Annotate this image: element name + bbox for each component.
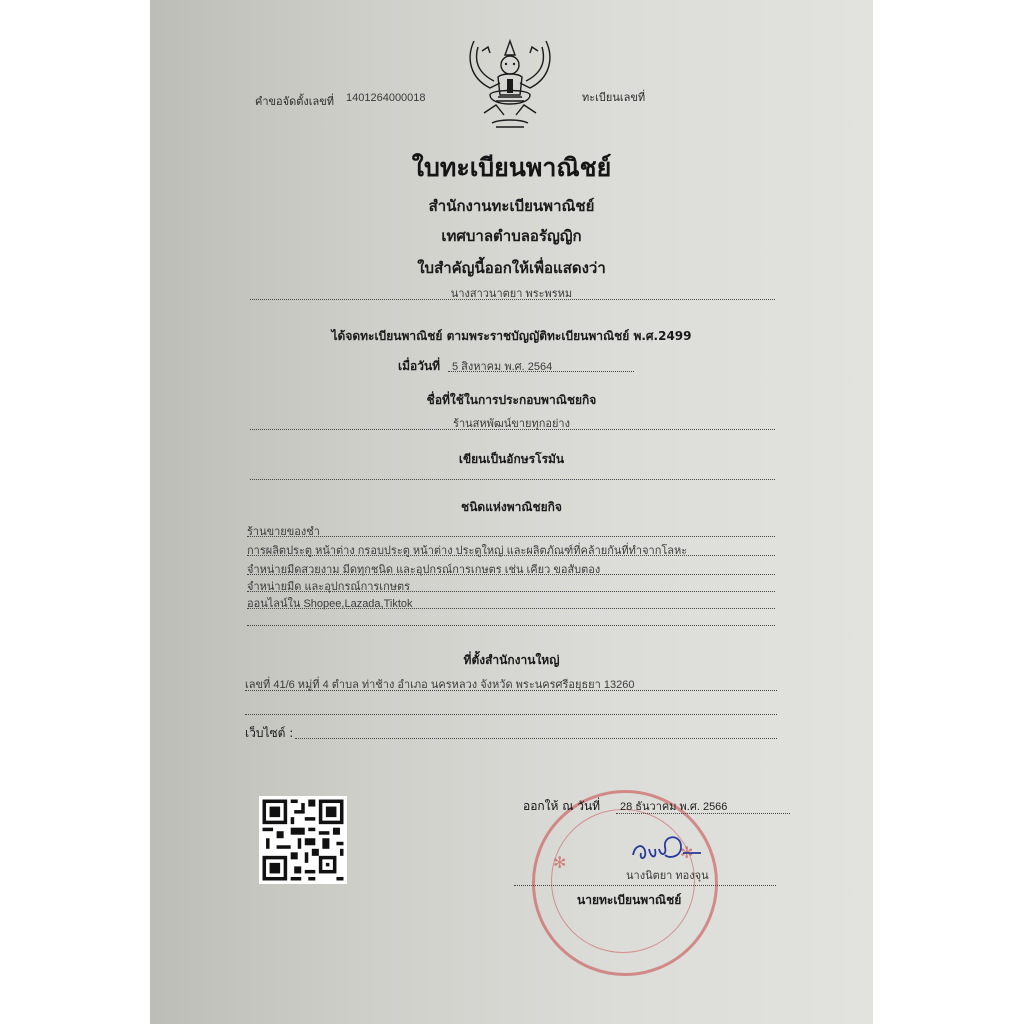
office-name: สำนักงานทะเบียนพาณิชย์ (428, 197, 595, 215)
roman-name-line (250, 479, 775, 480)
signature-mark (625, 825, 705, 870)
business-type-line (247, 555, 775, 556)
registrant-name: นางสาวนาตยา พระพรหม (450, 288, 573, 300)
issue-date: 28 ธันวาคม พ.ศ. 2566 (620, 801, 728, 813)
statement-text: ใบสำคัญนี้ออกให้เพื่อแสดงว่า (417, 259, 606, 277)
issue-date-line (616, 813, 790, 814)
headquarters-label: ที่ตั้งสำนักงานใหญ่ (463, 653, 560, 667)
headquarters-line (245, 690, 777, 691)
business-type-item: จำหน่ายมีด และอุปกรณ์การเกษตร (247, 581, 411, 593)
act-text: ได้จดทะเบียนพาณิชย์ ตามพระราชบัญญัติทะเบียนพาณิชย์ พ.ศ.2499 (331, 329, 692, 343)
registration-date-label: เมื่อวันที่ (398, 359, 441, 373)
garuda-emblem-icon (460, 33, 560, 133)
registration-no-label: ทะเบียนเลขที่ (582, 91, 646, 104)
application-no-label: คำขอจัดตั้งเลขที่ (255, 95, 335, 108)
headquarters-line-2 (245, 714, 777, 715)
business-type-item: จำหน่ายมีดสวยงาม มีดทุกชนิด และอุปกรณ์การเกษตร เช่น เคียว ขอสับตอง (247, 564, 601, 576)
seal-star-icon: ✻ (680, 843, 694, 862)
roman-name-label: เขียนเป็นอักษรโรมัน (458, 452, 565, 466)
application-no: 1401264000018 (346, 92, 426, 104)
business-type-line (247, 536, 775, 537)
certificate-paper (150, 0, 873, 1024)
signatory-name: นางนิตยา ทองจุน (626, 870, 709, 882)
business-type-line (247, 625, 775, 626)
business-type-line (247, 608, 775, 609)
seal-star-icon: ✻ (553, 853, 567, 872)
website-label: เว็บไซต์ : (245, 726, 294, 740)
business-type-line (247, 574, 775, 575)
business-type-label: ชนิดแห่งพาณิชยกิจ (461, 500, 562, 514)
business-type-item: การผลิตประตู หน้าต่าง กรอบประตู หน้าต่าง ประตูใหญ่ และผลิตภัณฑ์ที่คล้ายกันที่ทำจากโลหะ (247, 545, 688, 557)
business-type-line (247, 591, 775, 592)
business-name-label: ชื่อที่ใช้ในการประกอบพาณิชยกิจ (426, 393, 597, 407)
headquarters-address: เลขที่ 41/6 หมู่ที่ 4 ตำบล ท่าช้าง อำเภอ นครหลวง จังหวัด พระนครศรีอยุธยา 13260 (245, 679, 635, 691)
municipality-name: เทศบาลตำบลอรัญญิก (441, 227, 582, 245)
business-name-line (250, 429, 775, 430)
issue-date-label: ออกให้ ณ วันที่ (523, 799, 601, 813)
business-name: ร้านสหพัฒน์ขายทุกอย่าง (453, 418, 570, 430)
business-type-item: ร้านขายของชำ (247, 526, 320, 538)
website-line (295, 738, 777, 739)
business-type-item: ออนไลน์ใน Shopee,Lazada,Tiktok (247, 598, 413, 610)
registrant-name-line (250, 299, 775, 300)
registration-date-line (448, 371, 634, 372)
signatory-title: นายทะเบียนพาณิชย์ (577, 893, 682, 907)
certificate-title: ใบทะเบียนพาณิชย์ (411, 153, 612, 182)
qr-code (259, 796, 347, 884)
registration-date: 5 สิงหาคม พ.ศ. 2564 (452, 361, 553, 373)
signatory-line (514, 885, 776, 886)
